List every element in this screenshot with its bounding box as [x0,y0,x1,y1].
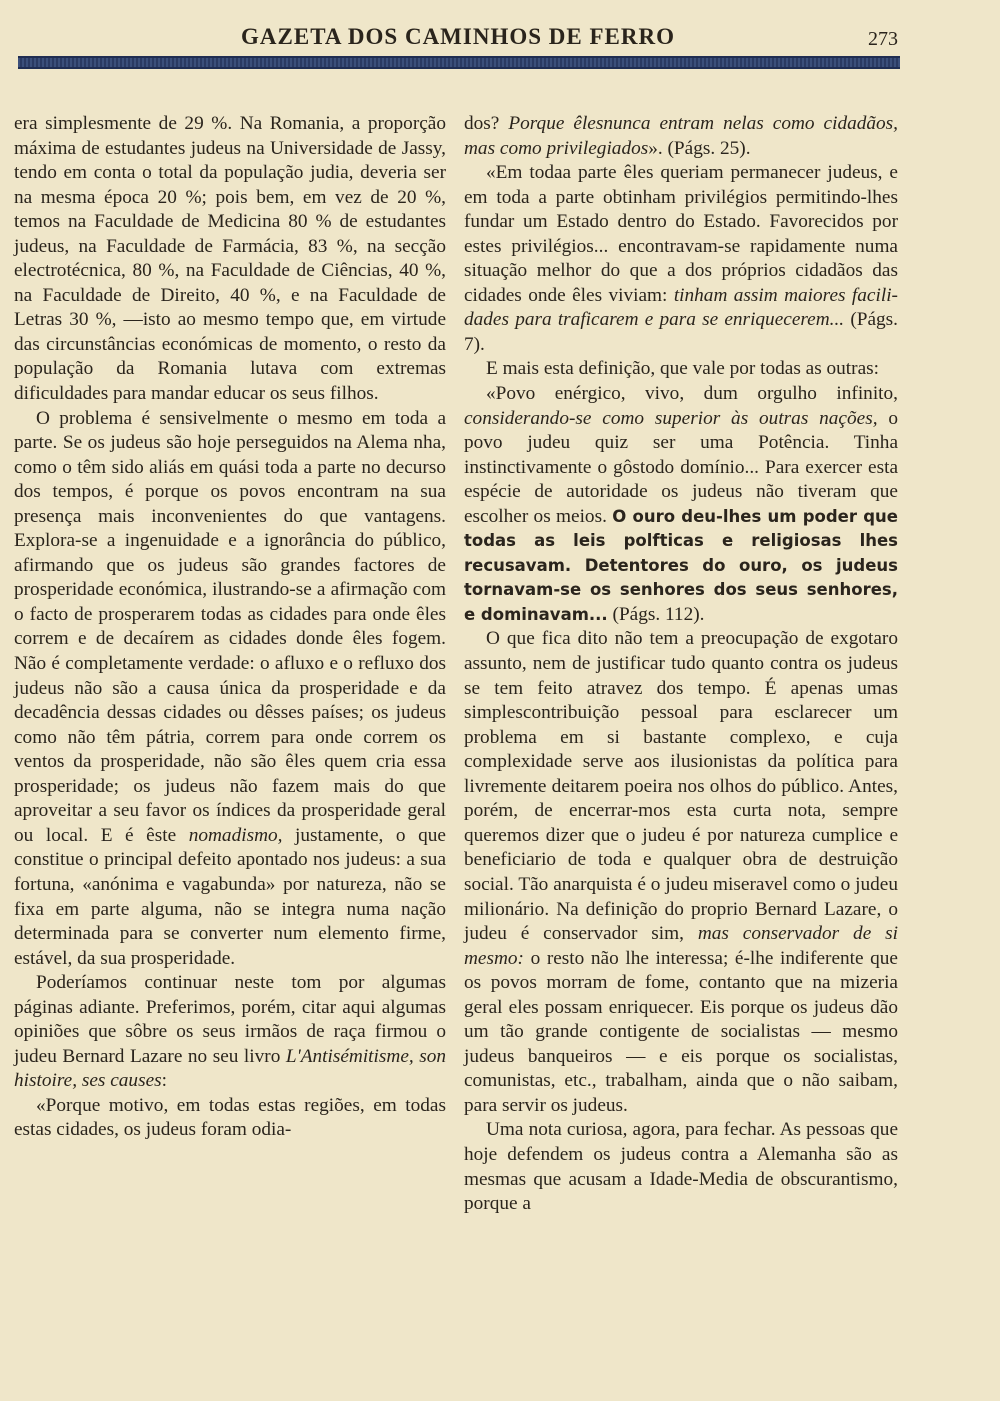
paragraph: O problema é sensivelmente o mesmo em toda a parte. Se os judeus são hoje perseguidos na Alema nha, como o têm sido aliás em quási toda a parte no decurso dos tempos, é porque os povos encontram na sua presença mais inconvenientes do que vantagens. Explora-se a ingenuidade e a ignorância do público, afirmando que os judeus são grandes factores de prosperidade económica, ilustrando-se a afirmação com o facto de prosperarem todas as cidades para onde êles correm e de decaírem as cidades donde êles fogem. Não é completamente verdade: o afluxo e o refluxo dos judeus não são a causa única da prosperidade e da decadência dessas cidades ou dêsses países; os judeus como não têm pátria, correm para onde correm os ventos da prosperidade, não são êles quem cria essa prosperidade; os judeus não fazem mais do que aproveitar a seu favor os índices da prosperidade geral ou local. E é êste nomadismo, justamente, o que constitue o principal defeito apontado nos judeus: a sua fortuna, «anónima e vagabunda» por natureza, não se fixa em parte alguma, não se integra numa nação determinada para se converter num elemento firme, estável, da sua prosperidade. [14,407,446,969]
paragraph: «Porque motivo, em todas estas regiões, em todas estas cidades, os judeus foram odia- [14,1094,446,1141]
paragraph: dos? Porque êlesnunca entram nelas como cidadãos, mas como privilegiados». (Págs. 25). [464,113,898,159]
journal-title: GAZETA DOS CAMINHOS DE FERRO [241,24,675,49]
paragraph: O que fica dito não tem a preocupação de exgotaro assunto, nem de justificar tudo quanto contra os judeus se tem feito atravez dos tempo. É apenas umas simplescontribuição pessoal para esclarecer um problema em si bastante complexo, e cuja complexidade serve aos ilusionistas da política para livremente deitarem poeira nos olhos do público. Antes, porém, de encerrar-mos esta curta nota, sempre queremos dizer que o judeu é por natureza cumplice e beneficiario de toda e qualquer obra de destruição social. Tão anarquista é o judeu miseravel como o judeu milionário. Na definição do proprio Bernard Lazare, o judeu é conservador sim, mas conservador de si mesmo: o resto não lhe interessa; é-lhe indiferente que os povos morram de fome, contanto que na mizeria geral eles possam enriquecer. Eis porque os judeus dão um tão grande contigente de socialistas — mesmo judeus banqueiros — e eis porque os socialistas, comunistas, etc., trabalham, ainda que o não saibam, para servir os judeus. [464,628,898,1116]
paragraph: «Em todaa parte êles queriam permanecer judeus, e em toda a parte obtinham privilégios permitindo-lhes fundar um Estado dentro do Estado. Favorecidos por estes privilégios... encontravam-se rapidamente numa situação melhor do que a dos próprios cidadãos das cidades onde êles viviam: tinham assim maiores facili- dades para traficarem e para se enriquecerem... (Págs. 7). [464,162,898,355]
emphasis: considerando-se como superior às outras nações, [464,407,878,429]
right-column [464,112,898,1217]
book-title: L'Antisémitisme, son histoire, ses causes [14,1045,447,1092]
page-number: 273 [868,28,898,50]
bold-passage: O ouro deu-lhes um poder que todas as leis polfticas e religiosas lhes recusavam. Detentores do ouro, os judeus tornavam-se os senhores dos seus senhores, e dominavam... [464,506,898,624]
emphasis: Porque êlesnunca entram nelas como cidadãos, mas como privilegiados [464,113,898,159]
paragraph: Poderíamos continuar neste tom por algumas páginas adiante. Preferimos, porém, citar aqui algumas opiniões que sôbre os seus irmãos de raça firmou o judeu Bernard Lazare no seu livro L'Antisémitisme, son histoire, ses causes: [14,972,447,1092]
paragraph: Uma nota curiosa, agora, para fechar. As pessoas que hoje defendem os judeus contra a Alemanha são as mesmas que acusam a Idade-Media de obscurantismo, porque a [464,1119,898,1215]
paragraph: «Povo enérgico, vivo, dum orgulho infinito, considerando-se como superior às outras nações, o povo judeu quiz ser uma Potência. Tinha instinctivamente o gôstodo domínio... Para exercer esta espécie de autoridade os judeus não tiveram que escolher os meios. O ouro deu-lhes um poder que todas as leis polfticas e religiosas lhes recusavam. Detentores do ouro, os judeus tornavam-se os senhores dos seus senhores, e dominavam... (Págs. 112). [464,383,898,625]
emphasis: tinham assim maiores facili- dades para traficarem e para se enriquecerem... [464,284,898,331]
paragraph: E mais esta definição, que vale por todas as outras: [486,358,879,380]
emphasis: nomadismo, [188,824,283,846]
page-header [18,22,898,56]
paragraph: era simplesmente de 29 %. Na Romania, a proporção máxima de estudantes judeus na Universidade de Jassy, tendo em conta o total da população judia, deveria ser na mesma época 20 %; pois bem, em vez de 20 %, temos na Faculdade de Medicina 80 % de estudantes judeus, na Faculdade de Farmácia, 83 %, na secção electrotécnica, 80 %, na Faculdade de Ciências, 40 %, na Faculdade de Direito, 40 %, e na Faculdade de Letras 30 %, —isto ao mesmo tempo que, em virtude das circunstâncias económicas de momento, o resto da população da Romania lutava com extremas dificuldades para mandar educar os seus filhos. [14,113,446,405]
left-column [14,112,446,1143]
header-rule [18,56,900,69]
emphasis: mas conservador de si mesmo: [464,923,898,969]
